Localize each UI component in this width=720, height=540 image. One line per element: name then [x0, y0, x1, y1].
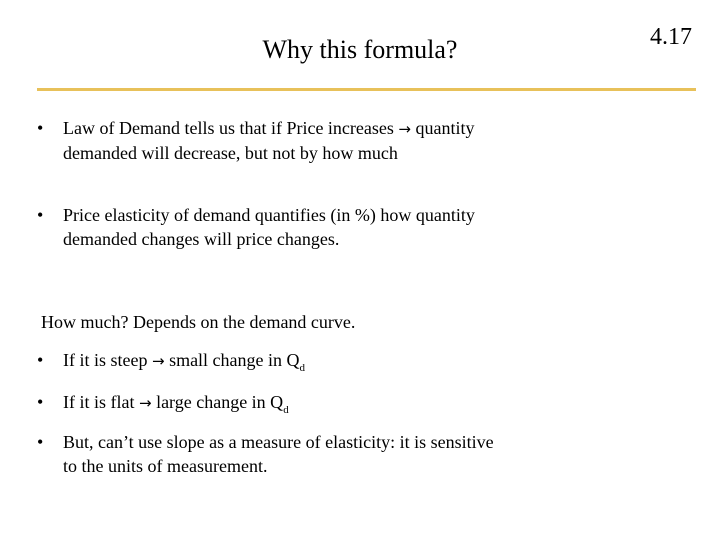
- bullet-text: [63, 116, 497, 165]
- slide-number: 4.17: [650, 24, 692, 50]
- bullet-dot: •: [37, 118, 44, 138]
- bullet-price-elasticity: [37, 203, 497, 251]
- slide-title: Why this formula?: [262, 35, 458, 64]
- bullet-text: [63, 390, 497, 417]
- bullet-text-part: small change in Q: [164, 350, 300, 370]
- bullet-text-part: If it is flat: [63, 392, 139, 412]
- bullet-text-part: Law of Demand tells us that if Price increases: [63, 118, 399, 138]
- arrow-right-icon: →: [138, 394, 152, 412]
- bullet-text: [63, 348, 497, 375]
- bullet-dot: •: [37, 432, 44, 452]
- bullet-text: But, can’t use slope as a measure of elasticity: it is sensitive to the units of measurement.: [63, 432, 494, 476]
- bullet-dot: •: [37, 392, 44, 412]
- bullet-text-part: large change in Q: [151, 392, 284, 412]
- bullet-slope-units: [37, 430, 497, 478]
- bullet-steep: [37, 348, 497, 375]
- bullet-dot: •: [37, 350, 44, 370]
- bullet-dot: •: [37, 205, 44, 225]
- subscript: d: [283, 404, 289, 416]
- bullet-flat: [37, 390, 497, 417]
- subheading: How much? Depends on the demand curve.: [41, 312, 356, 332]
- bullet-text-part: quantity demanded will decrease, but not by how much: [63, 118, 475, 163]
- arrow-right-icon: →: [151, 352, 165, 370]
- bullet-text-part: If it is steep: [63, 350, 152, 370]
- bullet-law-of-demand: [37, 116, 497, 165]
- bullet-text: Price elasticity of demand quantifies (in %) how quantity demanded changes will price changes.: [63, 205, 475, 249]
- title-underline: [37, 88, 696, 91]
- arrow-right-icon: →: [398, 120, 411, 138]
- subscript: d: [299, 362, 306, 374]
